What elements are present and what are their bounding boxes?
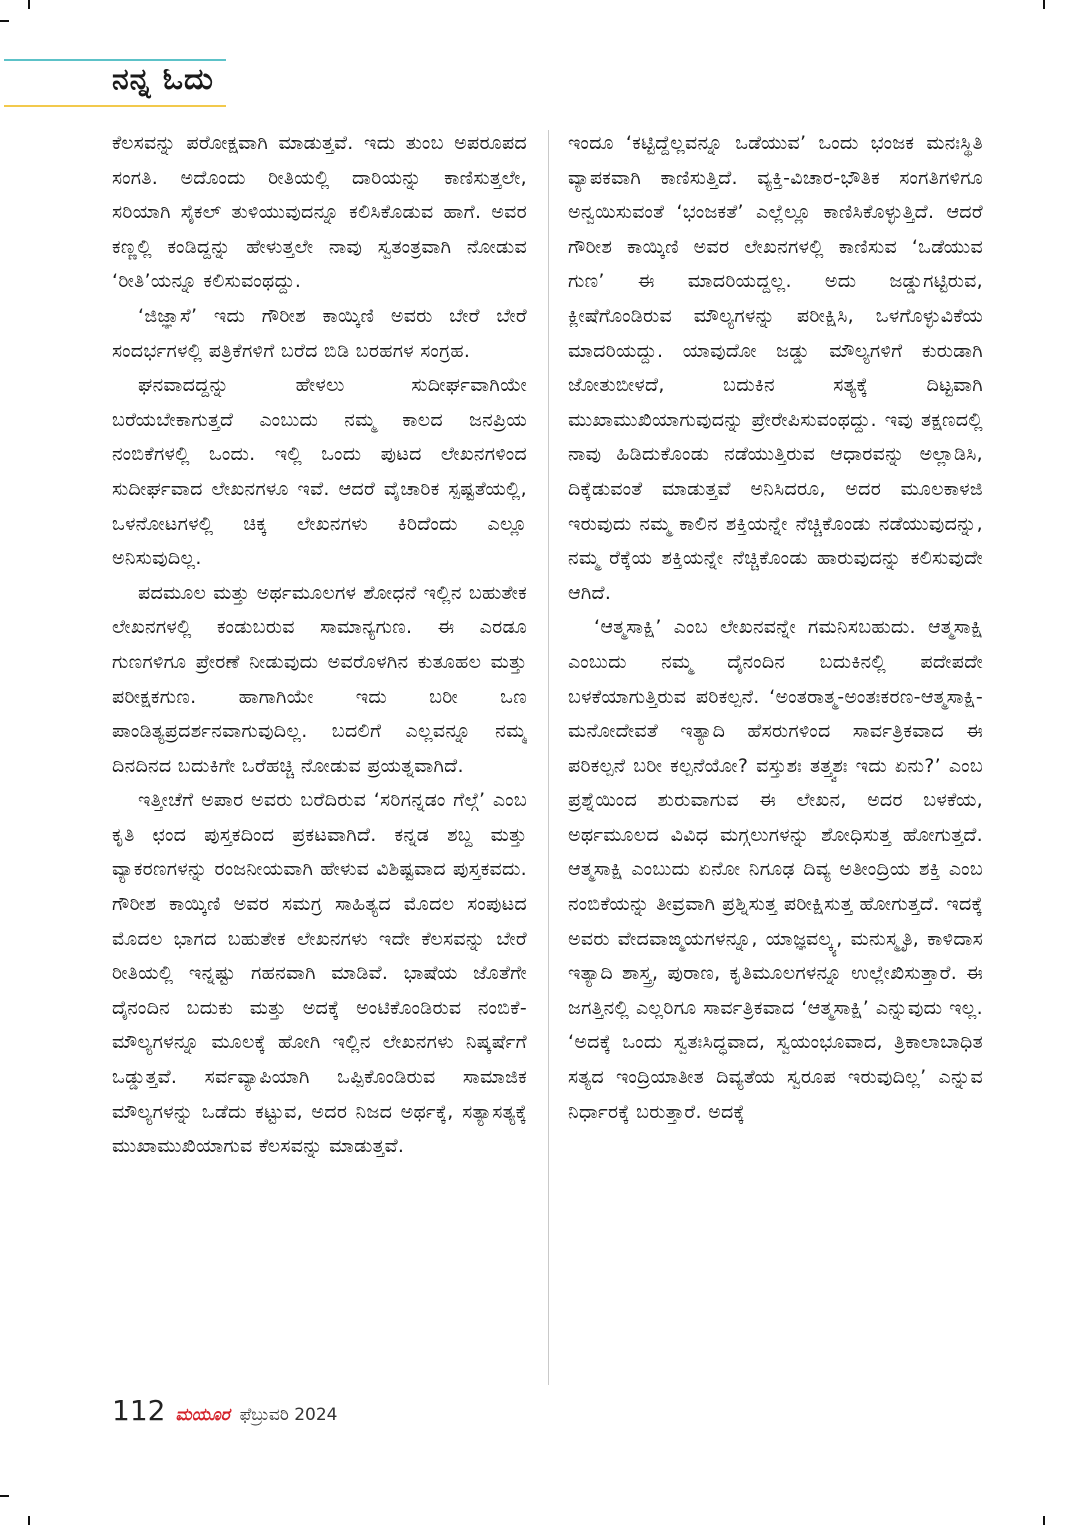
page-number: 112 bbox=[112, 1394, 166, 1427]
crop-mark bbox=[28, 1516, 30, 1525]
paragraph: ಪದಮೂಲ ಮತ್ತು ಅರ್ಥಮೂಲಗಳ ಶೋಧನೆ ಇಲ್ಲಿನ ಬಹುತೇಕ ಲೇಖನಗಳಲ್ಲಿ ಕಂಡುಬರುವ ಸಾಮಾನ್ಯಗುಣ. ಈ ಎರಡೂ ಗುಣಗಳಿಗೂ ಪ್ರೇರಣೆ ನೀಡುವುದು ಅವರೊಳಗಿನ ಕುತೂಹಲ ಮತ್ತು ಪರೀಕ್ಷಕಗುಣ. ಹಾಗಾಗಿಯೇ ಇದು ಬರೀ ಒಣ ಪಾಂಡಿತ್ಯಪ್ರದರ್ಶನವಾಗುವುದಿಲ್ಲ. ಬದಲಿಗೆ ಎಲ್ಲವನ್ನೂ ನಮ್ಮ ದಿನದಿನದ ಬದುಕಿಗೇ ಒರೆಹಚ್ಚಿ ನೋಡುವ ಪ್ರಯತ್ನವಾಗಿದೆ. bbox=[112, 581, 527, 777]
paragraph: ‘ಜಿಜ್ಞಾಸೆ’ ಇದು ಗೌರೀಶ ಕಾಯ್ಕಿಣಿ ಅವರು ಬೇರೆ ಬೇರೆ ಸಂದರ್ಭಗಳಲ್ಲಿ ಪತ್ರಿಕೆಗಳಿಗೆ ಬರೆದ ಬಿಡಿ ಬರಹಗಳ ಸಂಗ್ರಹ. bbox=[112, 304, 527, 362]
crop-mark bbox=[1043, 0, 1045, 9]
paragraph: ಇತ್ತೀಚೆಗೆ ಅಪಾರ ಅವರು ಬರೆದಿರುವ ‘ಸರಿಗನ್ನಡಂ ಗೆಲ್ಗೆ’ ಎಂಬ ಕೃತಿ ಛಂದ ಪುಸ್ತಕದಿಂದ ಪ್ರಕಟವಾಗಿದೆ. ಕನ್ನಡ ಶಬ್ದ ಮತ್ತು ವ್ಯಾಕರಣಗಳನ್ನು ರಂಜನೀಯವಾಗಿ ಹೇಳುವ ವಿಶಿಷ್ಟವಾದ ಪುಸ್ತಕವದು. ಗೌರೀಶ ಕಾಯ್ಕಿಣಿ ಅವರ ಸಮಗ್ರ ಸಾಹಿತ್ಯದ ಮೊದಲ ಸಂಪುಟದ ಮೊದಲ ಭಾಗದ ಬಹುತೇಕ ಲೇಖನಗಳು ಇದೇ ಕೆಲಸವನ್ನು ಬೇರೆ ರೀತಿಯಲ್ಲಿ ಇನ್ನಷ್ಟು ಗಹನವಾಗಿ ಮಾಡಿವೆ. ಭಾಷೆಯ ಜೊತೆಗೇ ದೈನಂದಿನ ಬದುಕು ಮತ್ತು ಅದಕ್ಕೆ ಅಂಟಿಕೊಂಡಿರುವ ನಂಬಿಕೆ-ಮೌಲ್ಯಗಳನ್ನೂ ಮೂಲಕ್ಕೆ ಹೋಗಿ ಇಲ್ಲಿನ ಲೇಖನಗಳು ನಿಷ್ಕರ್ಷೆಗೆ ಒಡ್ಡುತ್ತವೆ. ಸರ್ವವ್ಯಾಪಿಯಾಗಿ ಒಪ್ಪಿಕೊಂಡಿರುವ ಸಾಮಾಜಿಕ ಮೌಲ್ಯಗಳನ್ನು ಒಡೆದು ಕಟ್ಟುವ, ಅದರ ನಿಜದ ಅರ್ಥಕ್ಕೆ, ಸತ್ಯಾಸತ್ಯಕ್ಕೆ ಮುಖಾಮುಖಿಯಾಗುವ ಕೆಲಸವನ್ನು ಮಾಡುತ್ತವೆ. bbox=[112, 789, 527, 1158]
page-footer bbox=[112, 1394, 337, 1428]
paragraph: ಇಂದೂ ‘ಕಟ್ಟಿದ್ದೆಲ್ಲವನ್ನೂ ಒಡೆಯುವ’ ಒಂದು ಭಂಜಕ ಮನಃಸ್ಥಿತಿ ವ್ಯಾಪಕವಾಗಿ ಕಾಣಿಸುತ್ತಿದೆ. ವ್ಯಕ್ತಿ-ವಿಚಾರ-ಭೌತಿಕ ಸಂಗತಿಗಳಿಗೂ ಅನ್ವಯಿಸುವಂತೆ ‘ಭಂಜಕತೆ’ ಎಲ್ಲೆಲ್ಲೂ ಕಾಣಿಸಿಕೊಳ್ಳುತ್ತಿದೆ. ಆದರೆ ಗೌರೀಶ ಕಾಯ್ಕಿಣಿ ಅವರ ಲೇಖನಗಳಲ್ಲಿ ಕಾಣಿಸುವ ‘ಒಡೆಯುವ ಗುಣ’ ಈ ಮಾದರಿಯದ್ದಲ್ಲ. ಅದು ಜಡ್ಡುಗಟ್ಟಿರುವ, ಕ್ಲೀಷೆಗೊಂಡಿರುವ ಮೌಲ್ಯಗಳನ್ನು ಪರೀಕ್ಷಿಸಿ, ಒಳಗೊಳ್ಳುವಿಕೆಯ ಮಾದರಿಯದ್ದು. ಯಾವುದೋ ಜಡ್ಡು ಮೌಲ್ಯಗಳಿಗೆ ಕುರುಡಾಗಿ ಜೋತುಬೀಳದೆ, ಬದುಕಿನ ಸತ್ಯಕ್ಕೆ ದಿಟ್ಟವಾಗಿ ಮುಖಾಮುಖಿಯಾಗುವುದನ್ನು ಪ್ರೇರೇಪಿಸುವಂಥದ್ದು. ಇವು ತಕ್ಷಣದಲ್ಲಿ ನಾವು ಹಿಡಿದುಕೊಂಡು ನಡೆಯುತ್ತಿರುವ ಆಧಾರವನ್ನು ಅಲ್ಲಾಡಿಸಿ, ದಿಕ್ಕೆಡುವಂತೆ ಮಾಡುತ್ತವೆ ಅನಿಸಿದರೂ, ಅದರ ಮೂಲಕಾಳಜಿ ಇರುವುದು ನಮ್ಮ ಕಾಲಿನ ಶಕ್ತಿಯನ್ನೇ ನೆಚ್ಚಿಕೊಂಡು ನಡೆಯುವುದನ್ನು, ನಮ್ಮ ರೆಕ್ಕೆಯ ಶಕ್ತಿಯನ್ನೇ ನೆಚ್ಚಿಕೊಂಡು ಹಾರುವುದನ್ನು ಕಲಿಸುವುದೇ ಆಗಿದೆ. bbox=[568, 132, 983, 604]
crop-mark bbox=[28, 0, 30, 9]
left-column bbox=[112, 126, 527, 1388]
magazine-logo: ಮಯೂರ bbox=[175, 1405, 230, 1425]
paragraph: ಘನವಾದದ್ದನ್ನು ಹೇಳಲು ಸುದೀರ್ಘವಾಗಿಯೇ ಬರೆಯಬೇಕಾಗುತ್ತದೆ ಎಂಬುದು ನಮ್ಮ ಕಾಲದ ಜನಪ್ರಿಯ ನಂಬಿಕೆಗಳಲ್ಲಿ ಒಂದು. ಇಲ್ಲಿ ಒಂದು ಪುಟದ ಲೇಖನಗಳಿಂದ ಸುದೀರ್ಘವಾದ ಲೇಖನಗಳೂ ಇವೆ. ಆದರೆ ವೈಚಾರಿಕ ಸ್ಪಷ್ಟತೆಯಲ್ಲಿ, ಒಳನೋಟಗಳಲ್ಲಿ ಚಿಕ್ಕ ಲೇಖನಗಳು ಕಿರಿದೆಂದು ಎಲ್ಲೂ ಅನಿಸುವುದಿಲ್ಲ. bbox=[112, 374, 527, 570]
crop-mark bbox=[1043, 1516, 1045, 1525]
header-rule-top bbox=[4, 59, 226, 61]
column-divider bbox=[548, 130, 549, 1385]
right-column bbox=[568, 126, 983, 1388]
issue-date: ಫೆಬ್ರುವರಿ 2024 bbox=[239, 1405, 338, 1425]
header-rule-bottom bbox=[4, 105, 226, 107]
paragraph: ‘ಆತ್ಮಸಾಕ್ಷಿ’ ಎಂಬ ಲೇಖನವನ್ನೇ ಗಮನಿಸಬಹುದು. ಆತ್ಮಸಾಕ್ಷಿ ಎಂಬುದು ನಮ್ಮ ದೈನಂದಿನ ಬದುಕಿನಲ್ಲಿ ಪದೇಪದೇ ಬಳಕೆಯಾಗುತ್ತಿರುವ ಪರಿಕಲ್ಪನೆ. ‘ಅಂತರಾತ್ಮ-ಅಂತಃಕರಣ-ಆತ್ಮಸಾಕ್ಷಿ-ಮನೋದೇವತೆ ಇತ್ಯಾದಿ ಹೆಸರುಗಳಿಂದ ಸಾರ್ವತ್ರಿಕವಾದ ಈ ಪರಿಕಲ್ಪನೆ ಬರೀ ಕಲ್ಪನೆಯೋ? ವಸ್ತುಶಃ ತತ್ತ್ವಶಃ ಇದು ಏನು?’ ಎಂಬ ಪ್ರಶ್ನೆಯಿಂದ ಶುರುವಾಗುವ ಈ ಲೇಖನ, ಅದರ ಬಳಕೆಯ, ಅರ್ಥಮೂಲದ ವಿವಿಧ ಮಗ್ಗಲುಗಳನ್ನು ಶೋಧಿಸುತ್ತ ಹೋಗುತ್ತದೆ. ಆತ್ಮಸಾಕ್ಷಿ ಎಂಬುದು ಏನೋ ನಿಗೂಢ ದಿವ್ಯ ಅತೀಂದ್ರಿಯ ಶಕ್ತಿ ಎಂಬ ನಂಬಿಕೆಯನ್ನು ತೀವ್ರವಾಗಿ ಪ್ರಶ್ನಿಸುತ್ತ ಪರೀಕ್ಷಿಸುತ್ತ ಹೋಗುತ್ತದೆ. ಇದಕ್ಕೆ ಅವರು ವೇದವಾಙ್ಮಯಗಳನ್ನೂ, ಯಾಜ್ಞವಲ್ಕ್ಯ, ಮನುಸ್ಮೃತಿ, ಕಾಳಿದಾಸ ಇತ್ಯಾದಿ ಶಾಸ್ತ್ರ, ಪುರಾಣ, ಕೃತಿಮೂಲಗಳನ್ನೂ ಉಲ್ಲೇಖಿಸುತ್ತಾರೆ. ಈ ಜಗತ್ತಿನಲ್ಲಿ ಎಲ್ಲರಿಗೂ ಸಾರ್ವತ್ರಿಕವಾದ ‘ಆತ್ಮಸಾಕ್ಷಿ’ ಎನ್ನುವುದು ಇಲ್ಲ. ‘ಅದಕ್ಕೆ ಒಂದು ಸ್ವತಃಸಿದ್ಧವಾದ, ಸ್ವಯಂಭೂವಾದ, ತ್ರಿಕಾಲಾಬಾಧಿತ ಸತ್ಯದ ಇಂದ್ರಿಯಾತೀತ ದಿವ್ಯತೆಯ ಸ್ವರೂಪ ಇರುವುದಿಲ್ಲ’ ಎನ್ನುವ ನಿರ್ಧಾರಕ್ಕೆ ಬರುತ್ತಾರೆ. ಅದಕ್ಕೆ bbox=[568, 616, 983, 1123]
crop-mark bbox=[0, 1495, 9, 1497]
crop-mark bbox=[0, 20, 9, 22]
paragraph: ಕೆಲಸವನ್ನು ಪರೋಕ್ಷವಾಗಿ ಮಾಡುತ್ತವೆ. ಇದು ತುಂಬ ಅಪರೂಪದ ಸಂಗತಿ. ಅದೊಂದು ರೀತಿಯಲ್ಲಿ ದಾರಿಯನ್ನು ಕಾಣಿಸುತ್ತಲೇ, ಸರಿಯಾಗಿ ಸೈಕಲ್ ತುಳಿಯುವುದನ್ನೂ ಕಲಿಸಿಕೊಡುವ ಹಾಗೆ. ಅವರ ಕಣ್ಣಲ್ಲಿ ಕಂಡಿದ್ದನ್ನು ಹೇಳುತ್ತಲೇ ನಾವು ಸ್ವತಂತ್ರವಾಗಿ ನೋಡುವ ‘ರೀತಿ’ಯನ್ನೂ ಕಲಿಸುವಂಥದ್ದು. bbox=[112, 132, 527, 293]
section-title: ನನ್ನ ಓದು bbox=[112, 62, 214, 97]
